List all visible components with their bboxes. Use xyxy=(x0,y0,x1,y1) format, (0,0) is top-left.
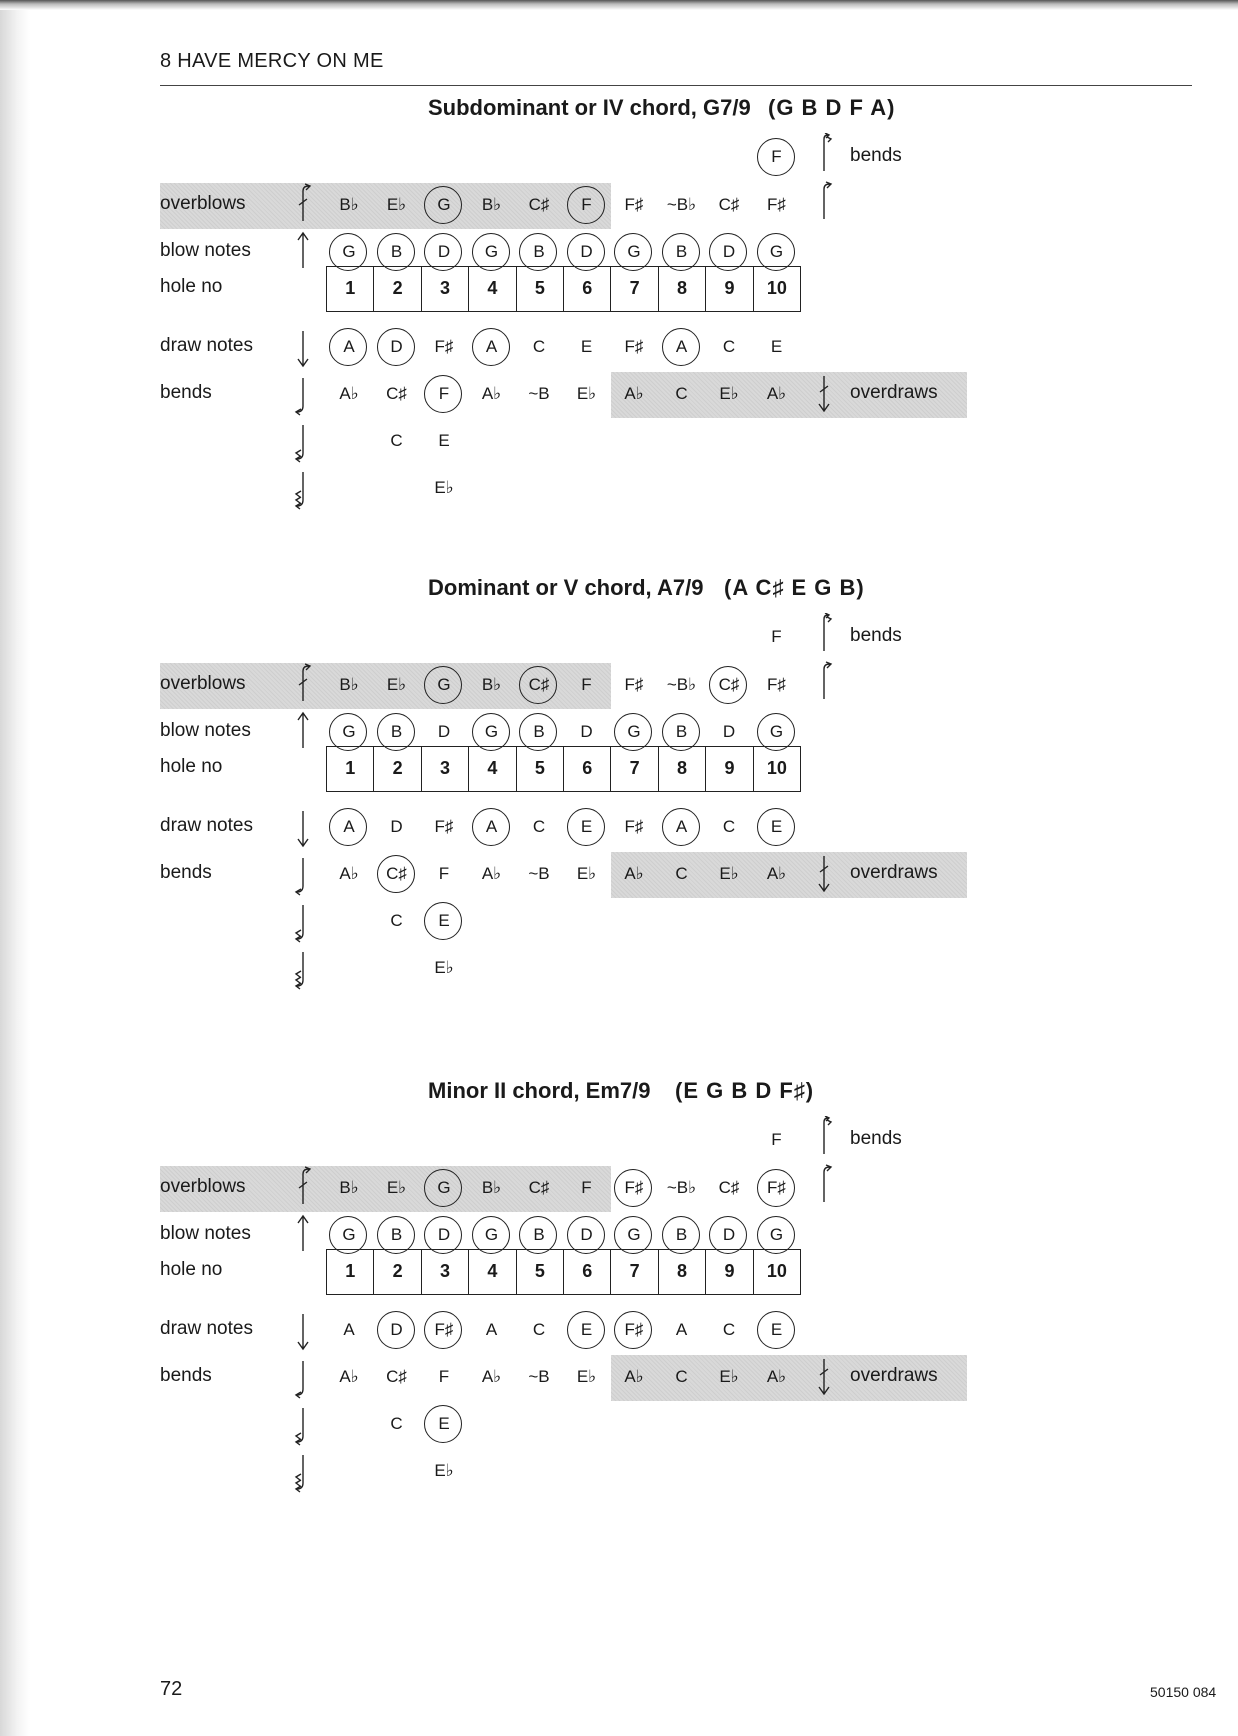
overblow-right-arrow-icon xyxy=(812,1164,836,1204)
blow-note: B xyxy=(661,722,703,742)
blow-bends-label: bends xyxy=(850,145,902,166)
blow-arrow-icon xyxy=(291,710,315,750)
blow-note: B xyxy=(376,242,418,262)
bend-note: A♭ xyxy=(339,864,359,883)
bend-note: A♭ xyxy=(481,384,502,403)
double-bend-arrow-icon xyxy=(291,903,315,943)
blow-note: G xyxy=(613,1225,655,1245)
overblow-note: B♭ xyxy=(481,1178,502,1197)
draw-note: F♯ xyxy=(624,817,644,836)
draw-note: F♯ xyxy=(624,337,644,356)
bend-note: C♯ xyxy=(376,864,418,884)
bend-note: A♭ xyxy=(339,1367,359,1386)
page-number: 72 xyxy=(160,1678,183,1700)
triple-bend-note: E♭ xyxy=(434,1461,454,1480)
hole-number-cell: 8 xyxy=(659,267,706,311)
overblow-note: C♯ xyxy=(708,675,750,695)
row-label-blow-notes: blow notes xyxy=(160,720,251,741)
bend-note: ~B xyxy=(528,1367,550,1386)
hole-number-cell: 2 xyxy=(374,747,421,791)
triple-bend-arrow-icon xyxy=(291,1453,315,1493)
blow-note: G xyxy=(613,242,655,262)
bend-note: E♭ xyxy=(719,384,739,403)
hole-number-cell: 7 xyxy=(611,267,658,311)
blow-note: B xyxy=(518,1225,560,1245)
draw-note: F♯ xyxy=(434,337,454,356)
draw-note: F♯ xyxy=(434,817,454,836)
hole-number-cell: 9 xyxy=(706,267,753,311)
draw-note: E xyxy=(566,817,608,837)
triple-bend-arrow-icon xyxy=(291,950,315,990)
draw-note: A xyxy=(675,1320,688,1339)
overblow-arrow-icon xyxy=(291,1166,315,1206)
blow-note: G xyxy=(756,242,798,262)
overdraw-arrow-icon xyxy=(812,854,836,894)
bend-note: C xyxy=(675,384,688,403)
draw-note: C xyxy=(532,817,546,836)
blow-note: D xyxy=(708,1225,750,1245)
chord-chart xyxy=(0,1078,1238,1498)
blow-note: B xyxy=(518,242,560,262)
row-label-bends: bends xyxy=(160,1365,212,1386)
draw-note: A xyxy=(328,817,370,837)
blow-note: D xyxy=(722,722,736,741)
bend-note: A♭ xyxy=(766,384,787,403)
hole-number-cell: 1 xyxy=(327,747,374,791)
draw-note: A xyxy=(328,337,370,357)
bend-note: ~B xyxy=(528,384,550,403)
hole-number-cell: 8 xyxy=(659,1250,706,1294)
draw-note: A xyxy=(485,1320,498,1339)
row-label-bends: bends xyxy=(160,382,212,403)
bend-note: F xyxy=(438,864,450,883)
overblow-note: G xyxy=(423,1178,465,1198)
hole-number-cell: 3 xyxy=(422,1250,469,1294)
hole-number-cell: 10 xyxy=(766,758,787,778)
double-bend-note: E xyxy=(438,431,450,450)
overblow-note: C♯ xyxy=(518,675,560,695)
overdraw-arrow-icon xyxy=(812,1357,836,1397)
hole-number-cell: 4 xyxy=(469,747,516,791)
bend-note: C♯ xyxy=(386,1367,407,1386)
overdraws-label: overdraws xyxy=(850,1365,938,1386)
draw-note: C xyxy=(722,1320,736,1339)
chord-title: Minor II chord, Em7/9 xyxy=(428,1078,651,1103)
triple-bend-note: E♭ xyxy=(434,478,454,497)
blow-note: G xyxy=(328,242,370,262)
blow-note: G xyxy=(328,1225,370,1245)
draw-note: E xyxy=(770,337,783,356)
draw-note: A xyxy=(661,817,703,837)
overblow-note: C♯ xyxy=(718,195,740,214)
draw-note: C xyxy=(532,1320,546,1339)
overblow-note: F♯ xyxy=(624,675,644,694)
blow-note: G xyxy=(328,722,370,742)
hole-number-grid xyxy=(326,1249,801,1295)
row-label-draw-notes: draw notes xyxy=(160,335,253,356)
row-label-overblows: overblows xyxy=(160,193,246,214)
bend-note: E♭ xyxy=(576,384,597,403)
overblow-note: F xyxy=(566,195,608,215)
hole-number-cell: 3 xyxy=(422,267,469,311)
blow-note: G xyxy=(756,722,798,742)
hole-number-cell: 8 xyxy=(659,747,706,791)
row-label-overblows: overblows xyxy=(160,673,246,694)
overblow-right-arrow-icon xyxy=(812,661,836,701)
hole-number-cell: 7 xyxy=(611,747,658,791)
hole-number-cell: 1 xyxy=(327,1250,374,1294)
bend-note: A♭ xyxy=(624,864,644,883)
bend-note: A♭ xyxy=(339,384,359,403)
blow-bend-note: F xyxy=(756,147,798,167)
triple-bend-arrow-icon xyxy=(291,470,315,510)
bend-note: E♭ xyxy=(576,864,597,883)
hole-number-cell: 6 xyxy=(564,747,611,791)
draw-note: A xyxy=(471,817,513,837)
overdraw-arrow-icon xyxy=(812,374,836,414)
running-header: 8 HAVE MERCY ON ME xyxy=(160,50,384,72)
hole-number-cell: 6 xyxy=(564,1250,611,1294)
blow-bend-arrow-icon xyxy=(812,1116,836,1156)
double-bend-note: E xyxy=(423,1414,465,1434)
bend-arrow-icon xyxy=(291,1359,315,1399)
overblow-arrow-icon xyxy=(291,663,315,703)
blow-bends-label: bends xyxy=(850,1128,902,1149)
blow-note: D xyxy=(708,242,750,262)
header-rule xyxy=(160,85,1192,86)
draw-note: A xyxy=(661,337,703,357)
blow-note: D xyxy=(423,1225,465,1245)
double-bend-note: C xyxy=(390,431,403,450)
overblow-note: ~B♭ xyxy=(666,1178,697,1197)
blow-note: B xyxy=(376,1225,418,1245)
hole-number-cell: 4 xyxy=(469,1250,516,1294)
bend-note: F xyxy=(423,384,465,404)
bend-note: C xyxy=(675,1367,688,1386)
draw-note: D xyxy=(390,817,403,836)
blow-note: G xyxy=(471,722,513,742)
bend-arrow-icon xyxy=(291,856,315,896)
hole-number-cell: 9 xyxy=(706,747,753,791)
row-label-hole-no: hole no xyxy=(160,756,223,777)
blow-note: D xyxy=(566,242,608,262)
overblow-note: B♭ xyxy=(339,675,359,694)
bend-note: E♭ xyxy=(719,864,739,883)
overblow-note: F♯ xyxy=(767,195,786,214)
draw-note: A xyxy=(471,337,513,357)
blow-note: B xyxy=(518,722,560,742)
overblow-note: F♯ xyxy=(767,675,786,694)
blow-note: D xyxy=(566,1225,608,1245)
draw-note: D xyxy=(376,337,418,357)
draw-note: F♯ xyxy=(423,1320,465,1340)
hole-number-cell: 2 xyxy=(374,1250,421,1294)
row-label-hole-no: hole no xyxy=(160,276,223,297)
blow-note: B xyxy=(376,722,418,742)
bend-note: A♭ xyxy=(481,1367,502,1386)
row-label-bends: bends xyxy=(160,862,212,883)
hole-number-cell: 4 xyxy=(469,267,516,311)
blow-bend-note: F xyxy=(771,627,782,646)
overblow-arrow-icon xyxy=(291,183,315,223)
draw-note: A xyxy=(343,1320,355,1339)
overblow-note: F xyxy=(581,1178,592,1197)
overblow-note: E♭ xyxy=(386,1178,407,1197)
blow-note: D xyxy=(437,722,451,741)
overblow-right-arrow-icon xyxy=(812,181,836,221)
draw-arrow-icon xyxy=(291,329,315,369)
overblow-note: B♭ xyxy=(481,675,502,694)
blow-bend-arrow-icon xyxy=(812,133,836,173)
double-bend-note: E xyxy=(423,911,465,931)
triple-bend-note: E♭ xyxy=(434,958,454,977)
overblow-note: B♭ xyxy=(481,195,502,214)
hole-number-grid xyxy=(326,266,801,312)
row-label-blow-notes: blow notes xyxy=(160,240,251,261)
draw-note: E xyxy=(580,337,593,356)
hole-number-cell: 7 xyxy=(611,1250,658,1294)
row-label-draw-notes: draw notes xyxy=(160,815,253,836)
draw-note: C xyxy=(532,337,546,356)
overblow-note: C♯ xyxy=(718,1178,740,1197)
chord-chart xyxy=(0,95,1238,515)
chord-title: Subdominant or IV chord, G7/9 xyxy=(428,95,751,120)
hole-number-cell: 6 xyxy=(564,267,611,311)
blow-note: G xyxy=(613,722,655,742)
bend-note: A♭ xyxy=(624,1367,644,1386)
double-bend-note: C xyxy=(390,1414,403,1433)
hole-number-cell: 5 xyxy=(517,747,564,791)
draw-note: E xyxy=(566,1320,608,1340)
blow-bend-arrow-icon xyxy=(812,613,836,653)
blow-note: G xyxy=(756,1225,798,1245)
blow-note: G xyxy=(471,1225,513,1245)
bend-arrow-icon xyxy=(291,376,315,416)
overblow-note: G xyxy=(423,195,465,215)
draw-note: D xyxy=(376,1320,418,1340)
blow-arrow-icon xyxy=(291,1213,315,1253)
blow-note: D xyxy=(580,722,593,741)
chord-notes: (G B D F A) xyxy=(768,95,896,120)
bend-note: E♭ xyxy=(576,1367,597,1386)
chord-title: Dominant or V chord, A7/9 xyxy=(428,575,704,600)
double-bend-note: C xyxy=(390,911,403,930)
bend-note: A♭ xyxy=(481,864,502,883)
blow-bends-label: bends xyxy=(850,625,902,646)
double-bend-arrow-icon xyxy=(291,423,315,463)
overblow-note: ~B♭ xyxy=(666,195,697,214)
hole-number-cell: 3 xyxy=(422,747,469,791)
row-label-draw-notes: draw notes xyxy=(160,1318,253,1339)
overblow-note: E♭ xyxy=(386,195,407,214)
row-label-blow-notes: blow notes xyxy=(160,1223,251,1244)
draw-note: F♯ xyxy=(613,1320,655,1340)
blow-bend-note: F xyxy=(771,1130,782,1149)
overblow-note: F xyxy=(581,675,592,694)
draw-arrow-icon xyxy=(291,809,315,849)
page-top-shadow xyxy=(0,0,1238,10)
bend-note: A♭ xyxy=(624,384,644,403)
blow-note: B xyxy=(661,1225,703,1245)
overblow-note: F♯ xyxy=(756,1178,798,1198)
overdraws-label: overdraws xyxy=(850,862,938,883)
hole-number-cell: 1 xyxy=(327,267,374,311)
hole-number-cell: 5 xyxy=(517,267,564,311)
overdraws-label: overdraws xyxy=(850,382,938,403)
catalog-number: 50150 084 xyxy=(1150,1684,1217,1700)
chord-chart xyxy=(0,575,1238,995)
bend-note: F xyxy=(438,1367,450,1386)
draw-note: C xyxy=(722,817,736,836)
blow-note: G xyxy=(471,242,513,262)
double-bend-arrow-icon xyxy=(291,1406,315,1446)
overblow-note: F♯ xyxy=(613,1178,655,1198)
hole-number-grid xyxy=(326,746,801,792)
blow-note: D xyxy=(423,242,465,262)
bend-note: C♯ xyxy=(386,384,407,403)
overblow-note: B♭ xyxy=(339,1178,359,1197)
hole-number-cell: 10 xyxy=(766,1261,787,1281)
bend-note: E♭ xyxy=(719,1367,739,1386)
draw-arrow-icon xyxy=(291,1312,315,1352)
bend-note: ~B xyxy=(528,864,550,883)
blow-note: B xyxy=(661,242,703,262)
draw-note: E xyxy=(756,817,798,837)
overblow-note: E♭ xyxy=(386,675,407,694)
overblow-note: C♯ xyxy=(528,1178,550,1197)
overblow-note: B♭ xyxy=(339,195,359,214)
chord-notes: (E G B D F♯) xyxy=(675,1078,815,1103)
overblow-note: F♯ xyxy=(624,195,644,214)
hole-number-cell: 5 xyxy=(517,1250,564,1294)
blow-arrow-icon xyxy=(291,230,315,270)
draw-note: C xyxy=(722,337,736,356)
overblow-note: G xyxy=(423,675,465,695)
draw-note: E xyxy=(756,1320,798,1340)
bend-note: A♭ xyxy=(766,1367,787,1386)
row-label-overblows: overblows xyxy=(160,1176,246,1197)
row-label-hole-no: hole no xyxy=(160,1259,223,1280)
overblow-note: ~B♭ xyxy=(666,675,697,694)
bend-note: C xyxy=(675,864,688,883)
chord-notes: (A C♯ E G B) xyxy=(724,575,865,600)
overblow-note: C♯ xyxy=(528,195,550,214)
hole-number-cell: 10 xyxy=(766,278,787,298)
hole-number-cell: 2 xyxy=(374,267,421,311)
hole-number-cell: 9 xyxy=(706,1250,753,1294)
bend-note: A♭ xyxy=(766,864,787,883)
